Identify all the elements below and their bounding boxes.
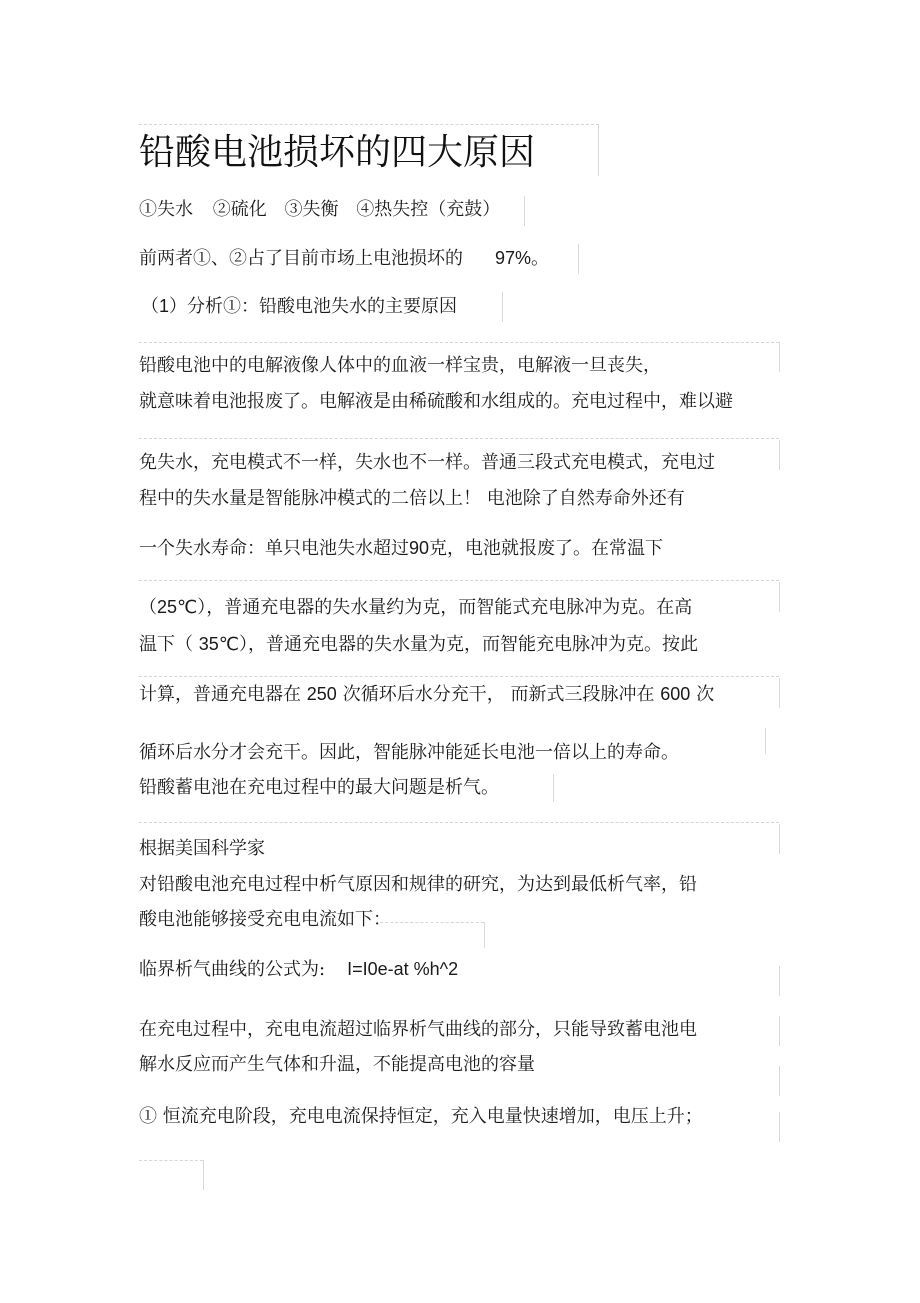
grid-line (779, 1112, 780, 1142)
paragraph-line: 就意味着电池报废了。电解液是由稀硫酸和水组成的。充电过程中，难以避 (139, 391, 733, 412)
text-segment: 温下（ (139, 634, 199, 655)
paragraph-line (139, 537, 663, 560)
grid-line (139, 1160, 203, 1161)
grid-line (779, 824, 780, 854)
grid-line (139, 822, 779, 823)
text-segment: ），普通充电器的失水量约为克，而智能式充电脉冲为克。在高 (197, 597, 693, 618)
grid-line (553, 774, 554, 802)
text-segment: 克，电池就报废了。在常温下 (429, 538, 664, 559)
page-title: 铅酸电池损坏的四大原因 (139, 132, 536, 173)
grid-line (598, 124, 599, 176)
paragraph-line: ① 恒流充电阶段，充电电流保持恒定，充入电量快速增加，电压上升； (139, 1106, 703, 1127)
paragraph-line: 解水反应而产生气体和升温，不能提高电池的容量 (139, 1054, 535, 1075)
paragraph-line: 在充电过程中，充电电流超过临界析气曲线的部分，只能导致蓄电池电 (139, 1019, 697, 1040)
paragraph-line: 酸电池能够接受充电电流如下： (139, 909, 391, 930)
grid-line (779, 440, 780, 470)
grid-line (139, 676, 779, 677)
paragraph-line: 根据美国科学家 (139, 838, 265, 859)
number-value: 35℃ (198, 634, 239, 654)
grid-line (779, 966, 780, 996)
number-value: 600 (660, 684, 691, 704)
number-value: 90 (409, 538, 430, 558)
formula-label: 临界析气曲线的公式为: (139, 959, 326, 980)
text-segment: 次循环后水分充干， 而新式三段脉冲在 (342, 684, 661, 705)
cause-item: ④热失控（充鼓） (356, 199, 501, 220)
cause-item: ①失水 (139, 199, 193, 220)
grid-line (380, 922, 484, 923)
paragraph-line (139, 596, 692, 619)
grid-line (779, 1066, 780, 1096)
grid-line (779, 1016, 780, 1046)
grid-line (779, 582, 780, 612)
grid-line (139, 342, 779, 343)
intro-line (139, 247, 549, 270)
grid-line (139, 438, 779, 439)
paragraph-line: 铅酸电池中的电解液像人体中的血液一样宝贵，电解液一旦丧失， (139, 355, 661, 376)
cause-item: ②硫化 (212, 199, 267, 220)
grid-line (578, 244, 579, 274)
text-segment: （ (139, 597, 157, 618)
grid-line (484, 922, 485, 948)
paragraph-line (139, 683, 714, 706)
section-paren: （ (141, 296, 159, 317)
cause-item: ③失衡 (284, 199, 339, 220)
text-segment: 次 (696, 684, 715, 705)
grid-line (765, 728, 766, 754)
paragraph-line (139, 633, 698, 656)
grid-line (203, 1160, 204, 1190)
percent-value: 97% (495, 248, 532, 268)
number-value: 25℃ (157, 597, 198, 617)
section-number: 1 (159, 296, 170, 316)
grid-line (779, 678, 780, 708)
text-segment: 一个失水寿命：单只电池失水超过 (139, 538, 409, 559)
grid-line (524, 196, 525, 226)
intro-text: 前两者①、②占了目前市场上电池损坏的 (139, 248, 463, 269)
paragraph-line: 循环后水分才会充干。因此，智能脉冲能延长电池一倍以上的寿命。 (139, 742, 679, 763)
paragraph-line: 免失水，充电模式不一样，失水也不一样。普通三段式充电模式，充电过 (139, 452, 715, 473)
section-heading (141, 295, 457, 318)
paragraph-line: 程中的失水量是智能脉冲模式的二倍以上！ 电池除了自然寿命外还有 (139, 488, 685, 509)
grid-line (139, 124, 599, 125)
text-segment: ），普通充电器的失水量为克，而智能充电脉冲为克。按此 (238, 634, 698, 655)
causes-list (139, 199, 500, 221)
number-value: 250 (306, 684, 337, 704)
paragraph-line: 铅酸蓄电池在充电过程中的最大问题是析气。 (139, 777, 499, 798)
paragraph-line: 对铅酸电池充电过程中析气原因和规律的研究，为达到最低析气率，铅 (139, 874, 697, 895)
grid-line (779, 342, 780, 372)
grid-line (502, 292, 503, 322)
section-title: ）分析①：铅酸电池失水的主要原因 (169, 296, 458, 317)
grid-line (139, 580, 779, 581)
text-segment: 计算，普通充电器在 (139, 684, 307, 705)
formula-line (139, 958, 458, 981)
intro-end: 。 (531, 248, 550, 269)
formula-expression: I=I0e-at %h^2 (347, 959, 459, 979)
